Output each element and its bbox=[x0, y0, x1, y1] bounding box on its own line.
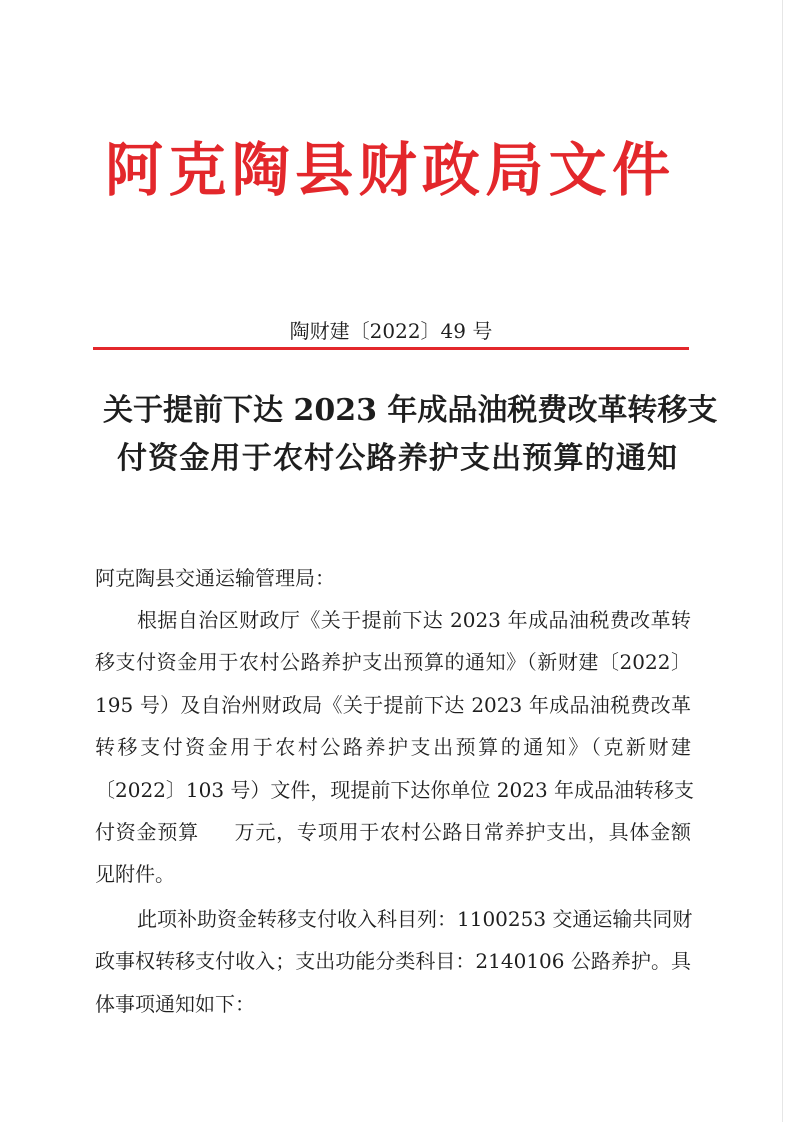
document-number: 陶财建〔2022〕49 号 bbox=[289, 319, 493, 343]
document-body bbox=[95, 599, 695, 1025]
body-line: 政事权转移支付收入；支出功能分类科目：2140106 公路养护。具 bbox=[95, 949, 691, 974]
body-line: 根据自治区财政厅《关于提前下达 2023 年成品油税费改革转 bbox=[137, 608, 691, 632]
body-line: 付资金预算 万元，专项用于农村公路日常养护支出，具体金额 bbox=[95, 819, 691, 844]
body-paragraph bbox=[95, 599, 695, 896]
recipient-salutation: 阿克陶县交通运输管理局： bbox=[95, 566, 335, 590]
red-separator-line bbox=[93, 347, 689, 350]
body-paragraph bbox=[95, 898, 691, 1025]
body-line: 195 号）及自治州财政局《关于提前下达 2023 年成品油税费改革 bbox=[95, 692, 691, 717]
scan-edge-line bbox=[782, 0, 783, 1122]
body-line: 转移支付资金用于农村公路养护支出预算的通知》（克新财建 bbox=[95, 735, 691, 760]
notice-title-line: 关于提前下达 2023 年成品油税费改革转移支 bbox=[103, 393, 718, 428]
body-line: 此项补助资金转移支付收入科目列：1100253 交通运输共同财 bbox=[137, 906, 693, 931]
body-line: 体事项通知如下： bbox=[95, 991, 255, 1016]
body-line: 见附件。 bbox=[95, 862, 175, 887]
notice-title-line: 付资金用于农村公路养护支出预算的通知 bbox=[117, 441, 677, 476]
body-line: 移支付资金用于农村公路养护支出预算的通知》（新财建〔2022〕 bbox=[95, 650, 691, 675]
issuer-title: 阿克陶县财政局文件 bbox=[105, 136, 670, 204]
body-line: 〔2022〕103 号）文件，现提前下达你单位 2023 年成品油转移支 bbox=[95, 777, 695, 802]
